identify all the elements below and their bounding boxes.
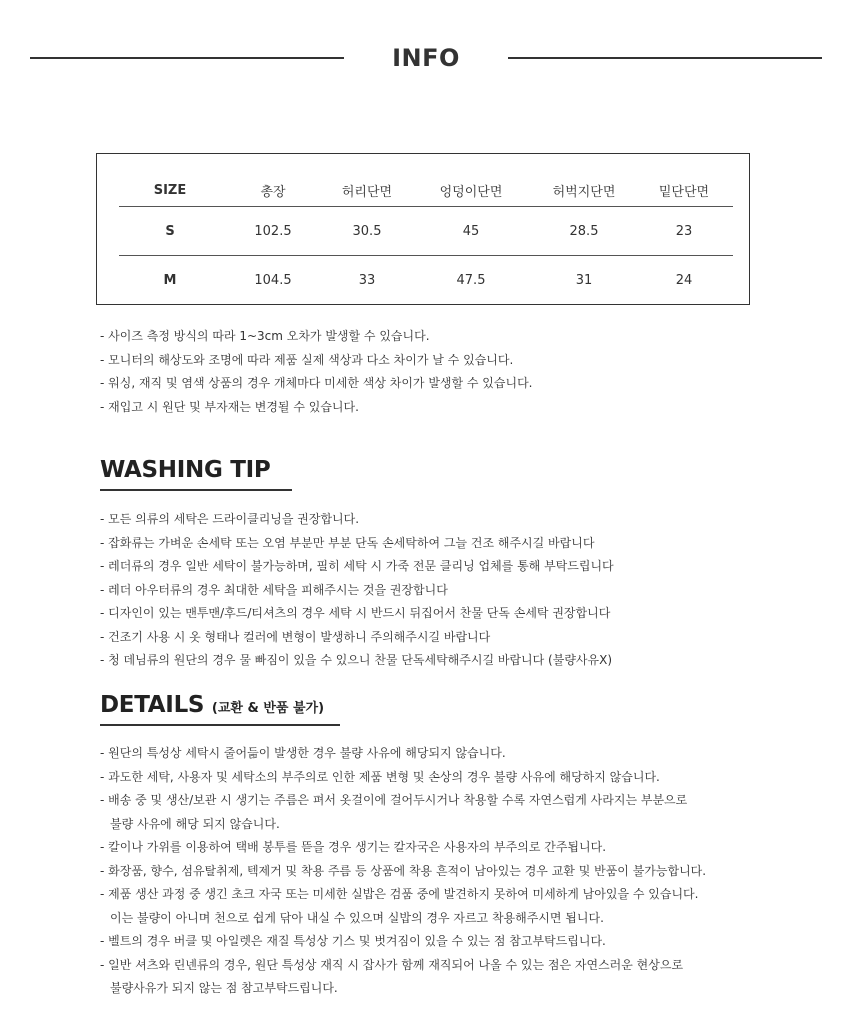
list-item: - 디자인이 있는 맨투맨/후드/티셔츠의 경우 세탁 시 반드시 뒤집어서 찬물 단독 손세탁 권장합니다 (100, 606, 611, 620)
list-item: - 청 데님류의 원단의 경우 물 빠짐이 있을 수 있으니 찬물 단독세탁해주시길 바랍니다 (불량사유X) (100, 653, 613, 667)
row-m-waist: 33 (358, 272, 376, 288)
header-size: SIZE (119, 174, 221, 207)
table-row (119, 207, 733, 256)
header-thigh: 허벅지단면 (533, 174, 635, 207)
details-list (100, 742, 706, 1001)
row-m-total-length: 104.5 (254, 272, 292, 288)
list-item: - 원단의 특성상 세탁시 줄어듦이 발생한 경우 불량 사유에 해당되지 않습니다. (100, 746, 506, 760)
list-item: - 배송 중 및 생산/보관 시 생기는 주름은 펴서 옷걸이에 걸어두시거나 착용할 수록 자연스럽게 사라지는 부분으로 (100, 793, 688, 807)
list-item: - 잡화류는 가벼운 손세탁 또는 오염 부분만 부분 단독 손세탁하여 그늘 건조 해주시길 바랍니다 (100, 535, 595, 550)
list-item: 이는 불량이 아니며 천으로 쉽게 닦아 내실 수 있으며 실밥의 경우 자르고 착용해주시면 됩니다. (110, 910, 604, 925)
row-s-hem: 23 (635, 207, 733, 256)
row-s-waist: 30.5 (325, 207, 409, 256)
list-item: 불량 사유에 해당 되지 않습니다. (110, 816, 280, 831)
washing-tip-title: WASHING TIP (100, 457, 271, 483)
row-m-hip: 47.5 (456, 272, 486, 288)
list-item: - 사이즈 측정 방식의 따라 1~3cm 오차가 발생할 수 있습니다. (100, 329, 430, 343)
info-title: INFO (392, 44, 460, 72)
list-item: - 화장품, 향수, 섬유탈취제, 텍제거 및 착용 주름 등 상품에 착용 흔적이 남아있는 경우 교환 및 반품이 불가능합니다. (100, 863, 707, 878)
row-m-size: M (163, 272, 177, 288)
row-s-total-length: 102.5 (221, 207, 325, 256)
size-table-header-row (119, 174, 733, 207)
table-row (119, 256, 733, 305)
info-header (0, 40, 860, 80)
info-divider-left (30, 57, 344, 59)
details-subtitle: (교환 & 반품 불가) (211, 701, 325, 716)
list-item: - 일반 셔츠와 린넨류의 경우, 원단 특성상 재직 시 잡사가 함께 재직되어 나올 수 있는 점은 자연스러운 현상으로 (100, 957, 684, 972)
list-item: - 워싱, 재직 및 염색 상품의 경우 개체마다 미세한 색상 차이가 발생할 수 있습니다. (100, 376, 533, 390)
list-item: - 벨트의 경우 버클 및 아일렛은 재질 특성상 기스 및 벗겨짐이 있을 수 있는 점 참고부탁드립니다. (100, 934, 606, 948)
header-waist: 허리단면 (325, 174, 409, 207)
row-s-size: S (119, 207, 221, 256)
list-item: - 칼이나 가위를 이용하여 택배 봉투를 뜯을 경우 생기는 칼자국은 사용자의 부주의로 간주됩니다. (100, 840, 607, 854)
header-hip: 엉덩이단면 (409, 174, 533, 207)
details-title-text: DETAILS (100, 692, 205, 718)
list-item: - 모니터의 해상도와 조명에 따라 제품 실제 색상과 다소 차이가 날 수 있습니다. (100, 352, 514, 367)
list-item: - 제품 생산 과정 중 생긴 초크 자국 또는 미세한 실밥은 검품 중에 발견하지 못하여 미세하게 남아있을 수 있습니다. (100, 887, 699, 901)
list-item: - 건조기 사용 시 옷 형태나 컬러에 변형이 발생하니 주의해주시길 바랍니다 (100, 629, 491, 644)
row-m-thigh: 31 (575, 272, 593, 288)
header-hem: 밑단단면 (635, 174, 733, 207)
list-item: - 레더류의 경우 일반 세탁이 불가능하며, 필히 세탁 시 가죽 전문 클리닝 업체를 통해 부탁드립니다 (100, 559, 614, 573)
details-underline (100, 724, 340, 726)
washing-tip-underline (100, 489, 292, 491)
size-chart-box (96, 153, 750, 305)
row-m-hem: 24 (675, 272, 693, 288)
row-s-hip: 45 (409, 207, 533, 256)
details-title (100, 692, 324, 718)
washing-tip-list (100, 508, 614, 673)
list-item: - 과도한 세탁, 사용자 및 세탁소의 부주의로 인한 제품 변형 및 손상의 경우 불량 사유에 해당하지 않습니다. (100, 769, 660, 784)
list-item: 불량사유가 되지 않는 점 참고부탁드립니다. (110, 981, 338, 995)
list-item: - 모든 의류의 세탁은 드라이클리닝을 권장합니다. (100, 512, 360, 526)
row-s-thigh: 28.5 (533, 207, 635, 256)
header-total-length: 총장 (221, 174, 325, 207)
list-item: - 재입고 시 원단 및 부자재는 변경될 수 있습니다. (100, 399, 359, 414)
list-item: - 레더 아우터류의 경우 최대한 세탁을 피해주시는 것을 권장합니다 (100, 582, 448, 597)
info-divider-right (508, 57, 822, 59)
size-notes-list (100, 325, 533, 419)
size-table (119, 174, 733, 304)
